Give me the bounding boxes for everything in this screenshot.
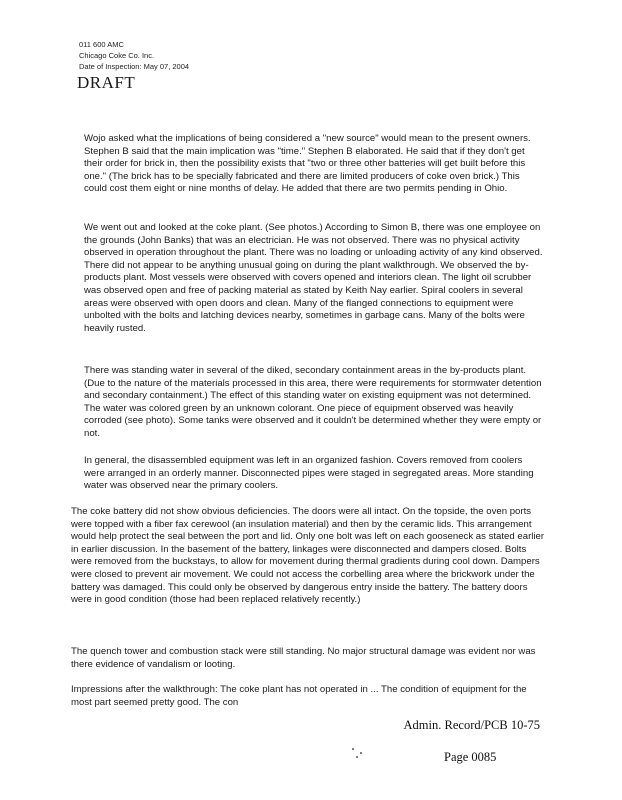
paragraph-4: In general, the disassembled equipment was left in an organized fashion. Covers removed from coolers were arranged in an orderly manner. Disconnected pipes were staged in segregated areas. More standing water was observed near the primary coolers. xyxy=(84,455,534,492)
scan-speck xyxy=(360,752,362,754)
header-line-3: Date of Inspection: May 07, 2004 xyxy=(79,62,190,71)
draft-heading: DRAFT xyxy=(77,73,136,92)
header-line-1: 011 600 AMC xyxy=(79,40,124,49)
scan-speck xyxy=(352,748,354,750)
admin-record-stamp: Admin. Record/PCB 10-75 xyxy=(403,718,540,732)
header-line-2: Chicago Coke Co. Inc. xyxy=(79,51,155,60)
paragraph-2: We went out and looked at the coke plant. (See photos.) According to Simon B, there was one employee on the grounds (John Banks) that was an electrician. He was not observed. There was no physical activity observed in operation throughout the plant. There was no loading or unloading activity of any kind observed. There did not appear to be anything unusual going on during the plant walkthrough. We observed the by-products plant. Most vessels were observed with covers opened and interiors clean. The light oil scrubber was observed open and free of packing material as stated by Keith Nay earlier. Spiral coolers in several areas were observed with open doors and clean. Many of the flanged connections to equipment were unbolted with the bolts and latching devices nearby, sometimes in garbage cans. Many of the bolts were heavily rusted. xyxy=(84,222,543,334)
paragraph-5: The coke battery did not show obvious deficiencies. The doors were all intact. On the topside, the oven ports were topped with a fiber fax cerewool (an insulation material) and then by the ceramic lids. This arrangement would help protect the seal between the port and lid. Only one bolt was left on each gooseneck as stated earlier in earlier discussion. In the basement of the battery, linkages were disconnected and dampers closed. Bolts were removed from the buckstays, to allow for movement during thermal gradients during cool down. Dampers were closed to prevent air movement. We could not access the corbelling area where the brickwork under the battery was damaged. This could only be observed by dangerous entry inside the battery. The battery doors were in good condition (those had been replaced relatively recently.) xyxy=(71,506,545,606)
paragraph-3: There was standing water in several of the diked, secondary containment areas in the by-products plant. (Due to the nature of the materials processed in this area, there were requirements for stormwater detention and secondary containment.) The effect of this standing water on existing equipment was not determined. The water was colored green by an unknown colorant. One piece of equipment observed was heavily corroded (see photo). Some tanks were observed and it couldn't be determined whether they were empty or not. xyxy=(84,365,542,439)
paragraph-7: Impressions after the walkthrough: The coke plant has not operated in ... The condition of equipment for the most part seemed pretty good. The con xyxy=(71,684,527,708)
scan-speck xyxy=(356,756,358,758)
paragraph-6: The quench tower and combustion stack were still standing. No major structural damage was evident nor was there evidence of vandalism or looting. xyxy=(71,646,536,670)
page-number: Page 0085 xyxy=(444,750,497,764)
paragraph-1: Wojo asked what the implications of being considered a "new source" would mean to the present owners. Stephen B said that the main implication was "time." Stephen B elaborated. He said that if they don't get their order for brick in, then the possibility exists that "two or three other batteries will get built before this one." (The brick has to be specially fabricated and there are limited producers of coke oven brick.) This could cost them eight or nine months of delay. He added that there are two permits pending in Ohio. xyxy=(84,133,531,195)
